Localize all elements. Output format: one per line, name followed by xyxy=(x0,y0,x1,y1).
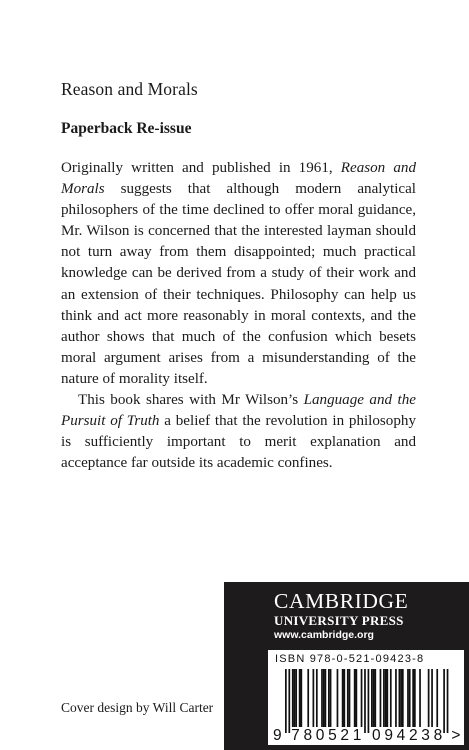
blurb-p1-intro: Originally written and published in 1961, xyxy=(61,160,341,176)
barcode-bar xyxy=(373,669,375,727)
barcode-bar xyxy=(368,669,370,733)
barcode-bar xyxy=(409,669,411,727)
barcode-bar xyxy=(328,669,330,727)
barcode-bar xyxy=(294,669,296,727)
barcode-bar xyxy=(330,669,332,727)
barcode-bar xyxy=(443,669,445,733)
cover-design-credit: Cover design by Will Carter xyxy=(61,700,214,715)
barcode-bar xyxy=(354,669,356,727)
book-title: Reason and Morals xyxy=(61,79,198,99)
barcode-bar xyxy=(431,669,433,727)
barcode-bar xyxy=(343,669,345,727)
barcode-bar xyxy=(299,669,301,727)
barcode-bar xyxy=(414,669,416,727)
blurb-p1-book-title: Reason and Morals xyxy=(61,160,416,198)
barcode-bar xyxy=(399,669,401,727)
barcode-bar xyxy=(412,669,414,727)
barcode-bar xyxy=(300,669,302,727)
isbn-label: ISBN 978-0-521-09423-8 xyxy=(275,653,425,665)
barcode-digits-left: 780521 xyxy=(291,727,362,744)
barcode-bar xyxy=(402,669,404,727)
barcode-bar xyxy=(447,669,449,733)
blurb-p2-intro: This book shares with Mr Wilson’s xyxy=(78,392,304,409)
barcode-bar xyxy=(400,669,402,727)
barcode-bar xyxy=(321,669,323,727)
barcode-bar xyxy=(337,669,339,727)
barcode-bar xyxy=(371,669,373,727)
barcode-bar xyxy=(364,669,366,733)
isbn-barcode-box xyxy=(268,650,464,745)
barcode-bar xyxy=(407,669,409,727)
blurb-paragraph-2 xyxy=(61,390,416,474)
publisher-press: UNIVERSITY PRESS xyxy=(274,613,404,628)
barcode-bar xyxy=(390,669,392,727)
publisher-url: www.cambridge.org xyxy=(274,629,374,641)
barcode-bar xyxy=(419,669,421,727)
barcode-bar xyxy=(380,669,382,727)
publisher-name: CAMBRIDGE xyxy=(274,589,409,613)
barcode-bar xyxy=(356,669,358,727)
barcode-bar xyxy=(325,669,327,727)
blurb-paragraph-1 xyxy=(61,158,416,390)
barcode-end-mark: > xyxy=(451,727,461,744)
barcode-digit-lead: 9 xyxy=(273,727,282,744)
blurb-p2-body: a belief that the revolution in philosophy is sufficiently important to merit explanation and acceptance far outside its academic confines. xyxy=(61,413,416,472)
barcode-bar xyxy=(395,669,397,727)
barcode-bar xyxy=(342,669,344,727)
barcode-bar xyxy=(295,669,297,727)
barcode-bar xyxy=(316,669,318,727)
edition-subtitle: Paperback Re-issue xyxy=(61,120,192,137)
barcode-bar xyxy=(428,669,430,727)
barcode-bar xyxy=(323,669,325,727)
blurb-p2-book-title: Language and the Pursuit of Truth xyxy=(61,392,416,430)
barcode-graphic xyxy=(268,650,464,745)
barcode-bar xyxy=(307,669,309,727)
barcode-bar xyxy=(288,669,290,733)
barcode-bar xyxy=(292,669,294,727)
barcode-bar xyxy=(386,669,388,727)
blurb-p1-body: suggests that although modern analytical philosophers of the time declined to offer moral guidance, Mr. Wilson is concerned that the interested layman should not turn away from them disappointed; much practical knowledge can be derived from a study of their work and an extension of their techniques. Philosophy can help us think and act more reasonably in moral contexts, and the author shows that much of the confusion which besets moral argument arises from a misunderstanding of the nature of morality itself. xyxy=(61,181,416,387)
barcode-bar xyxy=(313,669,315,727)
barcode-bar xyxy=(349,669,351,727)
blurb-text xyxy=(61,158,416,474)
barcode-bar xyxy=(285,669,287,733)
barcode-bar xyxy=(347,669,349,727)
barcode-bar xyxy=(374,669,376,727)
publisher-panel xyxy=(224,582,469,750)
barcode-digits-right: 094238 xyxy=(372,727,443,744)
barcode-bar xyxy=(361,669,363,727)
barcode-bar xyxy=(383,669,385,727)
barcode-bar xyxy=(436,669,438,727)
barcode-bar xyxy=(385,669,387,727)
